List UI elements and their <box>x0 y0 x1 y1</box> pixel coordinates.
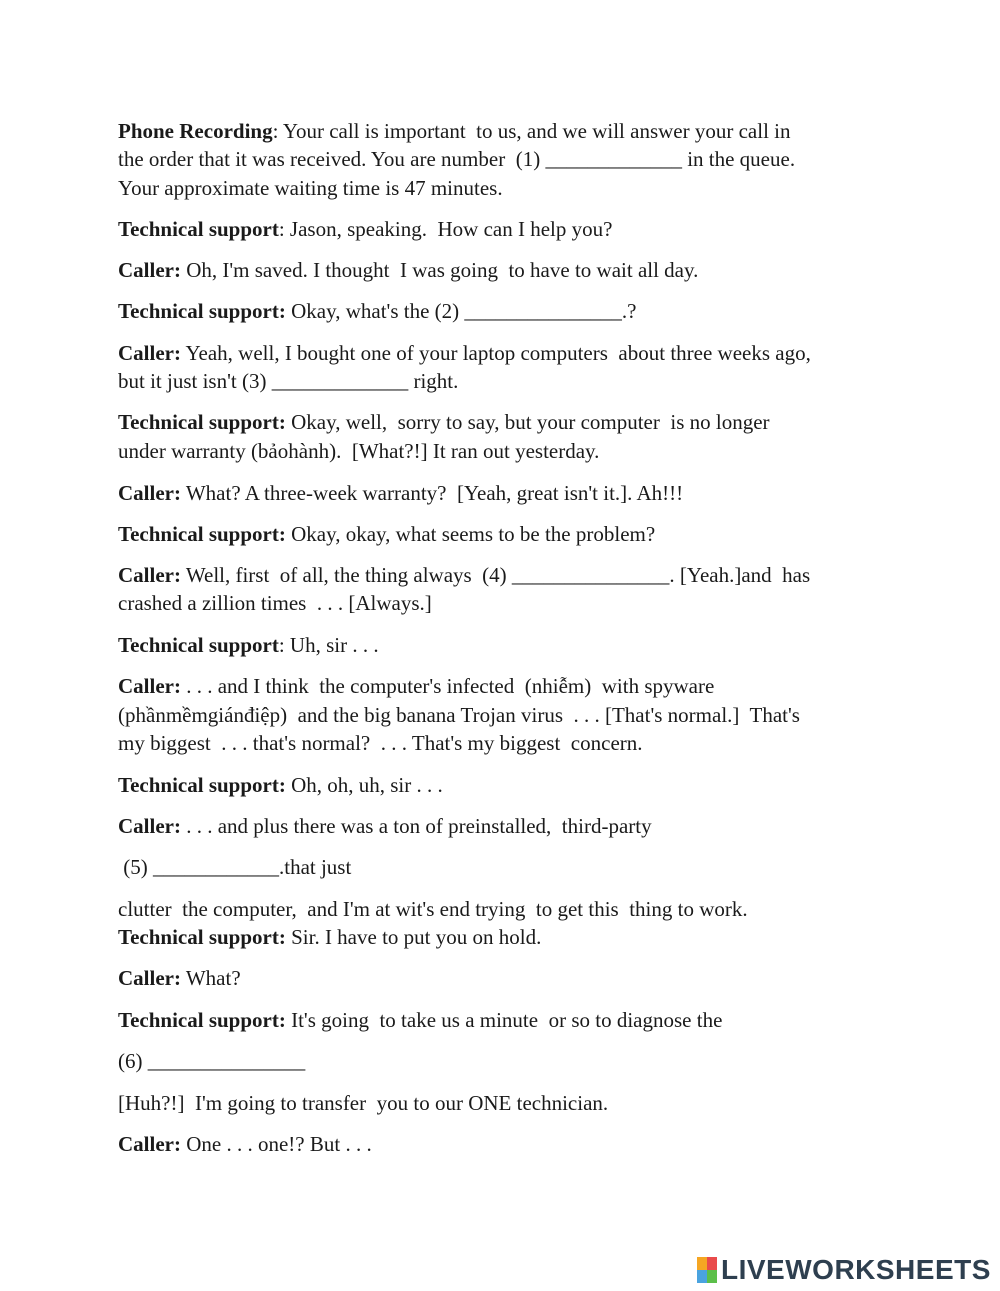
dialogue-text: [Huh?!] I'm going to transfer you to our ONE technician. <box>118 1091 609 1115</box>
dialogue-text: my biggest . . . that's normal? . . . That's my biggest concern. <box>118 731 643 755</box>
speaker-label: Caller: <box>118 341 181 365</box>
dialogue-text: Your approximate waiting time is 47 minutes. <box>118 176 503 200</box>
speaker-label: Caller: <box>118 1132 181 1156</box>
dialogue-text: the order that it was received. You are number (1) _____________ in the queue. <box>118 147 796 171</box>
speaker-label: Caller: <box>118 966 181 990</box>
dialogue-line <box>118 561 810 589</box>
dialogue-text: Okay, okay, what seems to be the problem? <box>285 522 656 546</box>
speaker-label: Caller: <box>118 814 181 838</box>
dialogue-text: What? A three-week warranty? [Yeah, great isn't it.]. Ah!!! <box>180 481 684 505</box>
logo-square <box>707 1270 717 1283</box>
speaker-label: Technical support: <box>118 925 286 949</box>
logo-square <box>697 1270 707 1283</box>
speaker-label: Technical support: <box>118 1008 286 1032</box>
dialogue-line <box>118 437 599 465</box>
speaker-label: Technical support: <box>118 773 286 797</box>
speaker-label: Technical support <box>118 217 279 241</box>
dialogue-line <box>118 174 503 202</box>
dialogue-line <box>118 812 652 840</box>
logo-text: LIVEWORKSHEETS <box>721 1254 991 1285</box>
dialogue-line <box>118 339 811 367</box>
dialogue-text: Sir. I have to put you on hold. <box>285 925 542 949</box>
dialogue-text: . . . and plus there was a ton of preinstalled, third-party <box>180 814 652 838</box>
dialogue-line <box>118 923 541 951</box>
dialogue-line <box>118 408 770 436</box>
dialogue-text: One . . . one!? But . . . <box>180 1132 372 1156</box>
speaker-label: Caller: <box>118 563 181 587</box>
dialogue-line <box>118 964 241 992</box>
speaker-label: Technical support <box>118 633 279 657</box>
dialogue-text: under warranty (bảohành). [What?!] It ran out yesterday. <box>118 439 600 463</box>
dialogue-line <box>118 215 612 243</box>
dialogue-line <box>118 117 791 145</box>
dialogue-text: (phầnmềmgiánđiệp) and the big banana Trojan virus . . . [That's normal.] That's <box>118 703 800 727</box>
dialogue-line <box>118 256 698 284</box>
dialogue-line <box>118 771 443 799</box>
dialogue-line <box>118 1047 305 1075</box>
dialogue-text: It's going to take us a minute or so to diagnose the <box>285 1008 723 1032</box>
dialogue-text: but it just isn't (3) _____________ right. <box>118 369 459 393</box>
dialogue-line <box>118 701 800 729</box>
dialogue-text: Well, first of all, the thing always (4) _______________. [Yeah.]and has <box>180 563 811 587</box>
speaker-label: Technical support: <box>118 299 286 323</box>
liveworksheets-logo <box>697 1255 991 1285</box>
dialogue-text: Yeah, well, I bought one of your laptop computers about three weeks ago, <box>180 341 811 365</box>
dialogue-line <box>118 1130 372 1158</box>
dialogue-line <box>118 853 351 881</box>
dialogue-text: Okay, what's the (2) _______________.? <box>285 299 637 323</box>
dialogue-line <box>118 895 748 923</box>
dialogue-text: What? <box>180 966 241 990</box>
speaker-label: Technical support: <box>118 522 286 546</box>
dialogue-text: Oh, I'm saved. I thought I was going to have to wait all day. <box>180 258 699 282</box>
dialogue-text: : Uh, sir . . . <box>278 633 379 657</box>
dialogue-text: . . . and I think the computer's infected (nhiễm) with spyware <box>180 674 715 698</box>
dialogue-text: Oh, oh, uh, sir . . . <box>285 773 443 797</box>
liveworksheets-logo-icon <box>697 1257 717 1283</box>
dialogue-text: (6) _______________ <box>118 1049 306 1073</box>
dialogue-text: (5) ____________.that just <box>118 855 352 879</box>
dialogue-line <box>118 520 655 548</box>
speaker-label: Caller: <box>118 258 181 282</box>
dialogue-line <box>118 479 683 507</box>
dialogue-line <box>118 367 458 395</box>
dialogue-text: crashed a zillion times . . . [Always.] <box>118 591 432 615</box>
dialogue-line <box>118 631 379 659</box>
dialogue-text: : Your call is important to us, and we will answer your call in <box>272 119 791 143</box>
dialogue-line <box>118 297 636 325</box>
dialogue-line <box>118 1006 722 1034</box>
dialogue-line <box>118 145 795 173</box>
speaker-label: Phone Recording <box>118 119 273 143</box>
speaker-label: Caller: <box>118 674 181 698</box>
logo-square <box>697 1257 707 1270</box>
speaker-label: Technical support: <box>118 410 286 434</box>
speaker-label: Caller: <box>118 481 181 505</box>
dialogue-line <box>118 1089 608 1117</box>
dialogue-text: Okay, well, sorry to say, but your computer is no longer <box>285 410 770 434</box>
dialogue-line <box>118 672 714 700</box>
logo-square <box>707 1257 717 1270</box>
dialogue-text: clutter the computer, and I'm at wit's end trying to get this thing to work. <box>118 897 748 921</box>
dialogue-line <box>118 589 432 617</box>
dialogue-line <box>118 729 643 757</box>
dialogue-text: : Jason, speaking. How can I help you? <box>278 217 613 241</box>
